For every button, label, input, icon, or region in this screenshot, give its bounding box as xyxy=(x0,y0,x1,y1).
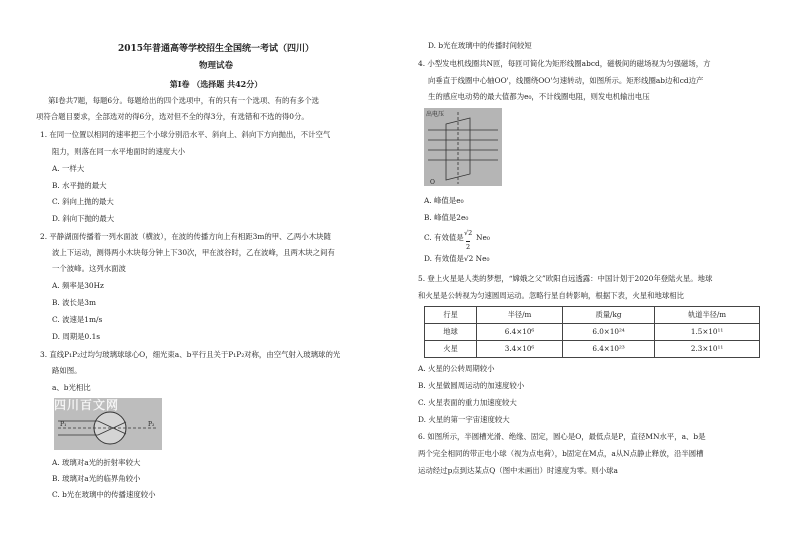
q3-option: C. b光在玻璃中的传播速度较小 xyxy=(52,490,156,499)
table-header: 行星 xyxy=(425,307,477,324)
table-header: 半径/m xyxy=(477,307,563,324)
exam-title: 2015年普通高等学校招生全国统一考试（四川） xyxy=(117,44,315,54)
table-header: 质量/kg xyxy=(562,307,654,324)
q3-stem: a、b光相比 xyxy=(52,383,91,392)
q1-stem: 1. 在同一位置以相同的速率把三个小球分别沿水平、斜向上、斜向下方向抛出，不计空气 xyxy=(40,130,331,139)
q1-option: A. 一样大 xyxy=(52,164,85,173)
q4-stem: 生的感应电动势的最大值都为e₀，不计线圈电阻，则发电机输出电压 xyxy=(428,92,650,101)
table-row xyxy=(425,341,760,358)
q2-option: B. 波长是3m xyxy=(52,298,97,307)
q4-stem: 4. 小型发电机线圈共N匝，每匝可简化为矩形线圈abcd，磁极间的磁场视为匀强磁场，方 xyxy=(418,59,711,68)
table-cell: 火星 xyxy=(425,341,477,358)
svg-text:P₂: P₂ xyxy=(148,421,155,428)
q2-option: C. 波速是1m/s xyxy=(52,315,103,324)
table-cell: 6.0×10²⁴ xyxy=(562,324,654,341)
q1-option: B. 水平抛的最大 xyxy=(52,181,107,190)
q1-option: D. 斜向下抛的最大 xyxy=(52,214,115,223)
fraction-denominator: 2 xyxy=(466,243,471,251)
svg-text:P₁: P₁ xyxy=(60,421,67,428)
table-cell: 地球 xyxy=(425,324,477,341)
planet-table xyxy=(424,306,760,358)
q2-option: D. 周期是0.1s xyxy=(52,332,101,341)
q2-stem: 一个波峰。这列水面波 xyxy=(52,264,126,273)
q2-stem: 2. 平静湖面传播着一列水面波（横波），在波的传播方向上有相距3m的甲、乙两小木块随 xyxy=(40,232,331,241)
q6-stem: 6. 如图所示，半圆槽光滑、绝缘、固定，圆心是O，最低点是P，直径MN水平，a、b是 xyxy=(418,432,706,441)
fraction-numerator: √2 xyxy=(464,229,473,237)
table-cell: 3.4×10⁶ xyxy=(477,341,563,358)
q5-option: B. 火星做圆周运动的加速度较小 xyxy=(418,381,525,390)
subject-title: 物理试卷 xyxy=(198,61,233,71)
q1-stem: 阻力，则落在同一水平地面时的速度大小 xyxy=(52,147,186,156)
section-heading: 第Ⅰ卷 （选择题 共42分） xyxy=(169,79,263,89)
table-header-row xyxy=(425,307,760,324)
glass-sphere-figure xyxy=(54,398,162,450)
q4-option: D. 有效值是√2 Ne₀ xyxy=(424,254,490,263)
intro-line: 项符合题目要求，全部选对的得6分，选对但不全的得3分，有选错和不选的得0分。 xyxy=(36,112,309,121)
q4-option: C. 有效值是 xyxy=(424,233,464,242)
figure-label: 出电压 xyxy=(426,111,445,118)
q4-stem: 向垂直于线圈中心轴OO'，线圈绕OO'匀速转动，如图所示。矩形线圈ab边和cd边产 xyxy=(428,76,704,85)
q3-stem: 3. 直线P₁P₂过均匀玻璃球球心O，细光束a、b平行且关于P₁P₂对称，由空气射入玻璃球的光 xyxy=(40,350,341,359)
q3-option-d: D. b光在玻璃中的传播时间较短 xyxy=(428,41,532,50)
svg-text:O: O xyxy=(430,179,435,186)
q3-option: A. 玻璃对a光的折射率较大 xyxy=(52,458,141,467)
q6-stem: 两个完全相同的带正电小球（视为点电荷），b固定在M点，a从N点静止释放，沿半圆槽 xyxy=(418,449,704,458)
q6-stem: 运动经过p点到达某点Q（图中未画出）时速度为零。则小球a xyxy=(418,466,618,475)
watermark: 四川百文网 xyxy=(54,398,120,412)
table-cell: 2.3×10¹¹ xyxy=(655,341,760,358)
q1-option: C. 斜向上抛的最大 xyxy=(52,197,114,206)
table-cell: 1.5×10¹¹ xyxy=(655,324,760,341)
table-header: 轨道半径/m xyxy=(655,307,760,324)
q4-option: A. 峰值是e₀ xyxy=(424,196,464,205)
q3-option: B. 玻璃对a光的临界角较小 xyxy=(52,474,141,483)
q2-option: A. 频率是30Hz xyxy=(52,281,104,290)
q5-option: D. 火星的第一宇宙速度较大 xyxy=(418,415,510,424)
q5-stem: 5. 登上火星是人类的梦想，“嫦娥之父”欧阳自远透露：中国计划于2020年登陆火星。地球 xyxy=(418,274,713,283)
q5-option: A. 火星的公转周期较小 xyxy=(418,364,495,373)
q5-stem: 和火星是公转视为匀速圆周运动。忽略行星自转影响，根据下表，火星和地球相比 xyxy=(418,291,685,300)
table-cell: 6.4×10⁶ xyxy=(477,324,563,341)
table-cell: 6.4×10²³ xyxy=(562,341,654,358)
q4-option-unit: Ne₀ xyxy=(476,233,490,242)
q5-option: C. 火星表面的重力加速度较大 xyxy=(418,398,517,407)
generator-figure xyxy=(424,108,502,186)
intro-line: 第Ⅰ卷共7题，每题6分。每题给出的四个选项中，有的只有一个选项、有的有多个选 xyxy=(48,96,319,105)
q4-option: B. 峰值是2e₀ xyxy=(424,213,469,222)
q2-stem: 波上下运动，测得两小木块每分钟上下30次，甲在波谷时，乙在波峰，且两木块之间有 xyxy=(52,248,335,257)
q3-stem: 路如图。 xyxy=(52,366,82,375)
table-row xyxy=(425,324,760,341)
